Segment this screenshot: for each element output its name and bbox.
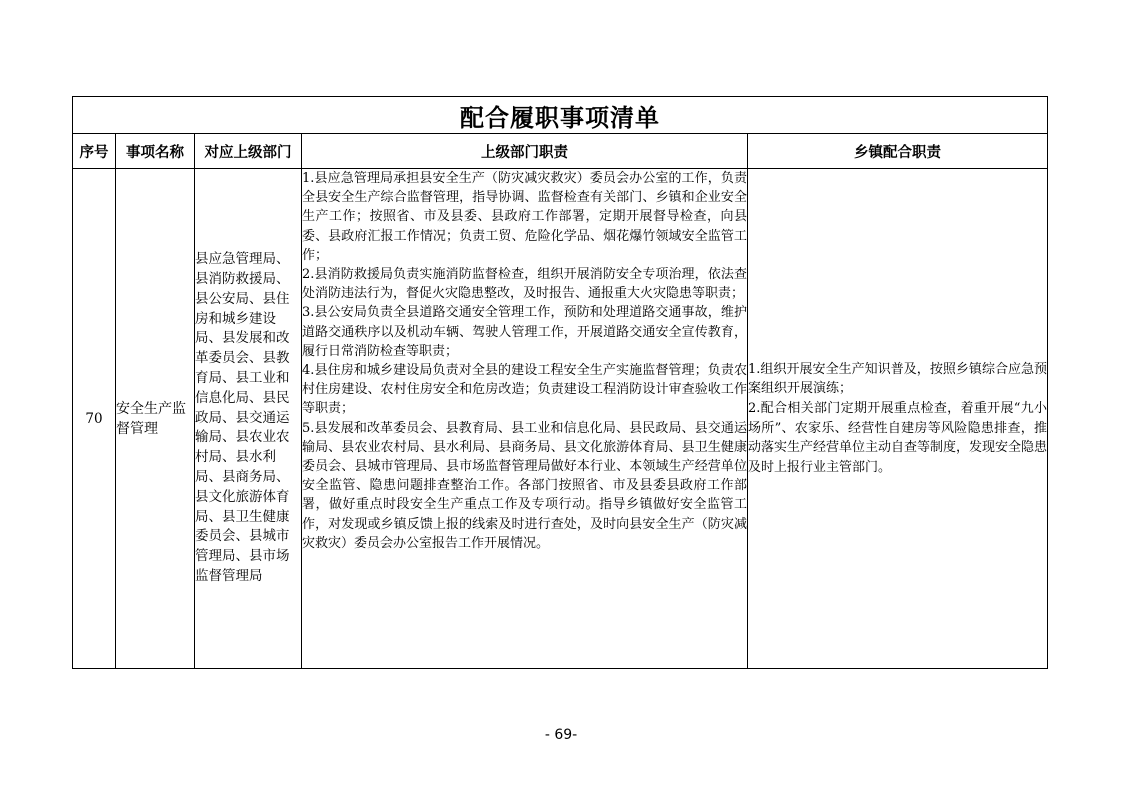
page-number: - 69- — [544, 727, 578, 743]
row-superior-dept: 县应急管理局、县消防救援局、县公安局、县住房和城乡建设局、县发展和改革委员会、县教育局、县工业和信息化局、县民政局、县交通运输局、县农业农村局、县水利局、县商务局、县文化旅游体育局、县卫生健康委员会、县城市管理局、县市场监督管理局 — [195, 169, 302, 669]
header-town-duty: 乡镇配合职责 — [748, 134, 1048, 169]
duty-item-5: 5.县发展和改革委员会、县教育局、县工业和信息化局、县民政局、县交通运输局、县农业农村局、县水利局、县商务局、县文化旅游体育局、县卫生健康委员会、县城市管理局、县市场监督管理局做好本行业、本领域生产经营单位安全监管、隐患问题排查整治工作。各部门按照省、市及县委县政府工作部署，做好重点时段安全生产重点工作及专项行动。指导乡镇做好安全监管工作，对发现或乡镇反馈上报的线索及时进行查处，及时向县安全生产（防灾减灾救灾）委员会办公室报告工作开展情况。 — [302, 420, 747, 551]
header-row — [73, 134, 1048, 169]
row-town-duty — [748, 169, 1048, 669]
duty-item-2: 2.县消防救援局负责实施消防监督检查，组织开展消防安全专项治理，依法查处消防违法行为，督促火灾隐患整改，及时报告、通报重大火灾隐患等职责； — [302, 267, 747, 302]
table-row — [73, 169, 1048, 669]
duty-list-table — [72, 96, 1048, 669]
header-superior-dept: 对应上级部门 — [195, 134, 302, 169]
town-duty-item-2: 2.配合相关部门定期开展重点检查，着重开展“九小场所”、农家乐、经营性自建房等风险隐患排查，推动落实生产经营单位主动自查等制度，发现安全隐患及时上报行业主管部门。 — [748, 400, 1048, 475]
duty-item-1: 1.县应急管理局承担县安全生产（防灾减灾救灾）委员会办公室的工作，负责全县安全生产综合监督管理，指导协调、监督检查有关部门、乡镇和企业安全生产工作；按照省、市及县委、县政府工作部署，定期开展督导检查，向县委、县政府汇报工作情况；负责工贸、危险化学品、烟花爆竹领域安全监管工作； — [302, 171, 747, 263]
duty-item-3: 3.县公安局负责全县道路交通安全管理工作，预防和处理道路交通事故，维护道路交通秩序以及机动车辆、驾驶人管理工作，开展道路交通安全宣传教育，履行日常消防检查等职责； — [302, 305, 747, 359]
row-superior-duty — [302, 169, 748, 669]
row-item-name: 安全生产监督管理 — [116, 169, 195, 669]
town-duty-item-1: 1.组织开展安全生产知识普及，按照乡镇综合应急预案组织开展演练； — [748, 361, 1048, 397]
duty-item-4: 4.县住房和城乡建设局负责对全县的建设工程安全生产实施监督管理；负责农村住房建设、农村住房安全和危房改造；负责建设工程消防设计审查验收工作等职责； — [302, 363, 747, 417]
header-seq: 序号 — [73, 134, 116, 169]
document-title: 配合履职事项清单 — [73, 97, 1048, 134]
header-item-name: 事项名称 — [116, 134, 195, 169]
row-seq: 70 — [73, 169, 116, 669]
header-superior-duty: 上级部门职责 — [302, 134, 748, 169]
